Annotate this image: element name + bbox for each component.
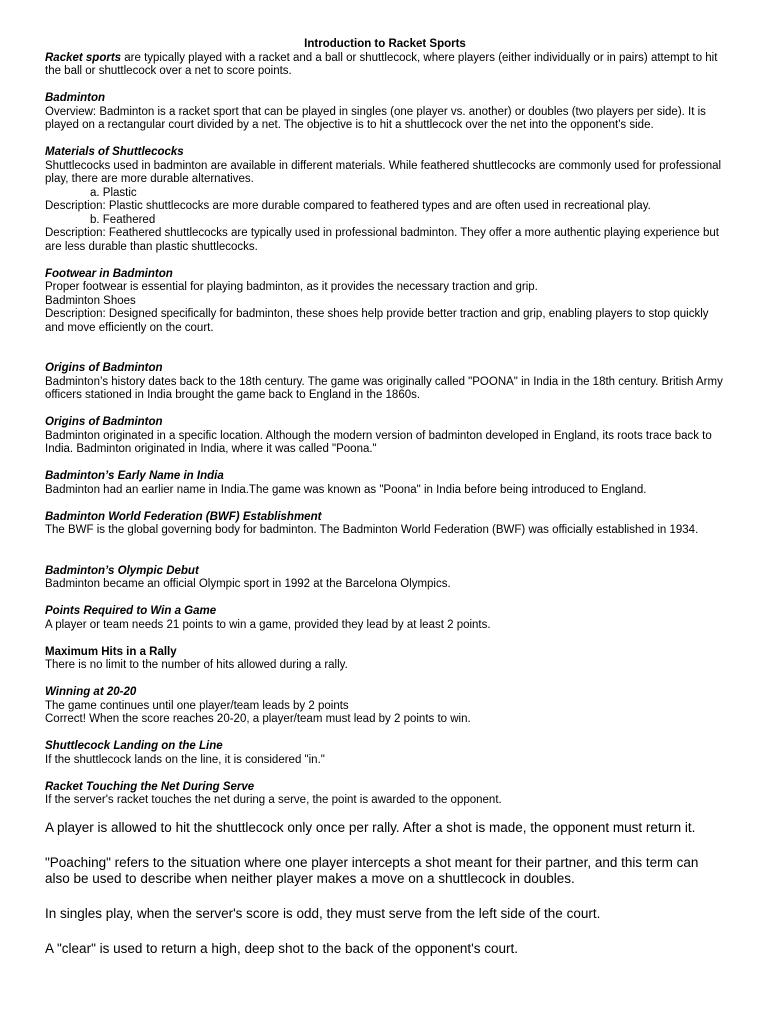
footwear-item: Badminton Shoes [45,294,136,307]
badminton-heading: Badminton [45,92,106,104]
materials-desc-a: Description: Plastic shuttlecocks are more durable compared to feathered types and are often used in recreational play. [45,200,651,212]
landing-text: If the shuttlecock lands on the line, it is considered "in." [45,753,325,766]
racket-net-heading: Racket Touching the Net During Serve [45,780,255,793]
intro-text: are typically played with a racket and a ball or shuttlecock, where players (either individually or in pairs) attempt to hit the ball or shuttlecock over a net to score points. [45,51,718,77]
max-hits-text: There is no limit to the number of hits allowed during a rally. [45,659,348,671]
winning-text-2: Correct! When the score reaches 20-20, a player/team must lead by 2 points to win. [45,713,471,725]
early-name-text: Badminton had an earlier name in India.The game was known as "Poona" in India before being introduced to England. [45,483,647,496]
footwear-heading: Footwear in Badminton [45,267,173,280]
paragraph-clear: A "clear" is used to return a high, deep shot to the back of the opponent's court. [45,940,518,956]
max-hits-heading: Maximum Hits in a Rally [45,645,177,658]
racket-net-text: If the server's racket touches the net during a serve, the point is awarded to the opponent. [45,794,502,806]
bwf-text: The BWF is the global governing body for badminton. The Badminton World Federation (BWF) was officially established in 1934. [45,524,699,536]
winning-text-1: The game continues until one player/team leads by 2 points [45,699,349,712]
origins1-text: Badminton’s history dates back to the 18th century. The game was originally called "POONA" in India in the 18th century. British Army officers stationed in India brought the game back to England in the 1860s. [45,375,723,401]
document-page [45,38,725,957]
footwear-text: Proper footwear is essential for playing badminton, as it provides the necessary traction and grip. [45,281,538,293]
early-name-heading: Badminton’s Early Name in India [45,470,224,482]
footwear-desc: Description: Designed specifically for badminton, these shoes help provide better traction and grip, enabling players to stop quickly and move efficiently on the court. [45,308,709,334]
document-title: Introduction to Racket Sports [304,38,466,50]
materials-desc-b: Description: Feathered shuttlecocks are typically used in professional badminton. They offer a more authentic playing experience but are less durable than plastic shuttlecocks. [45,227,719,253]
materials-heading: Materials of Shuttlecocks [45,146,184,158]
materials-text: Shuttlecocks used in badminton are available in different materials. While feathered shuttlecocks are commonly used for professional play, there are more durable alternatives. [45,159,722,185]
materials-item-b: b. Feathered [90,213,156,226]
intro-lead: Racket sports [45,51,122,64]
badminton-text: Overview: Badminton is a racket sport that can be played in singles (one player vs. another) or doubles (two players per side). It is played on a rectangular court divided by a net. The objective is to hit a shuttlecock over the net into the opponent's side. [45,105,706,131]
intro-paragraph [45,52,725,79]
origins2-text: Badminton originated in a specific location. Although the modern version of badminton developed in England, its roots trace back to India. Badminton originated in India, where it was called "Poona." [45,429,712,455]
olympic-text: Badminton became an official Olympic sport in 1992 at the Barcelona Olympics. [45,578,451,590]
points-text: A player or team needs 21 points to win a game, provided they lead by at least 2 points. [45,618,491,631]
origins1-heading: Origins of Badminton [45,362,163,374]
materials-item-a: a. Plastic [90,186,137,199]
bwf-heading: Badminton World Federation (BWF) Establishment [45,510,322,523]
origins2-heading: Origins of Badminton [45,416,163,428]
olympic-heading: Badminton’s Olympic Debut [45,564,199,577]
paragraph-singles-serve: In singles play, when the server's score is odd, they must serve from the left side of the court. [45,905,601,921]
paragraph-poaching: "Poaching" refers to the situation where one player intercepts a shot meant for their partner, and this term can also be used to describe when neither player makes a move on a shuttlecock in doubles. [45,854,699,886]
winning-heading: Winning at 20-20 [45,686,137,698]
landing-heading: Shuttlecock Landing on the Line [45,740,223,752]
paragraph-once-per-rally: A player is allowed to hit the shuttlecock only once per rally. After a shot is made, the opponent must return it. [45,819,696,835]
points-heading: Points Required to Win a Game [45,605,217,617]
